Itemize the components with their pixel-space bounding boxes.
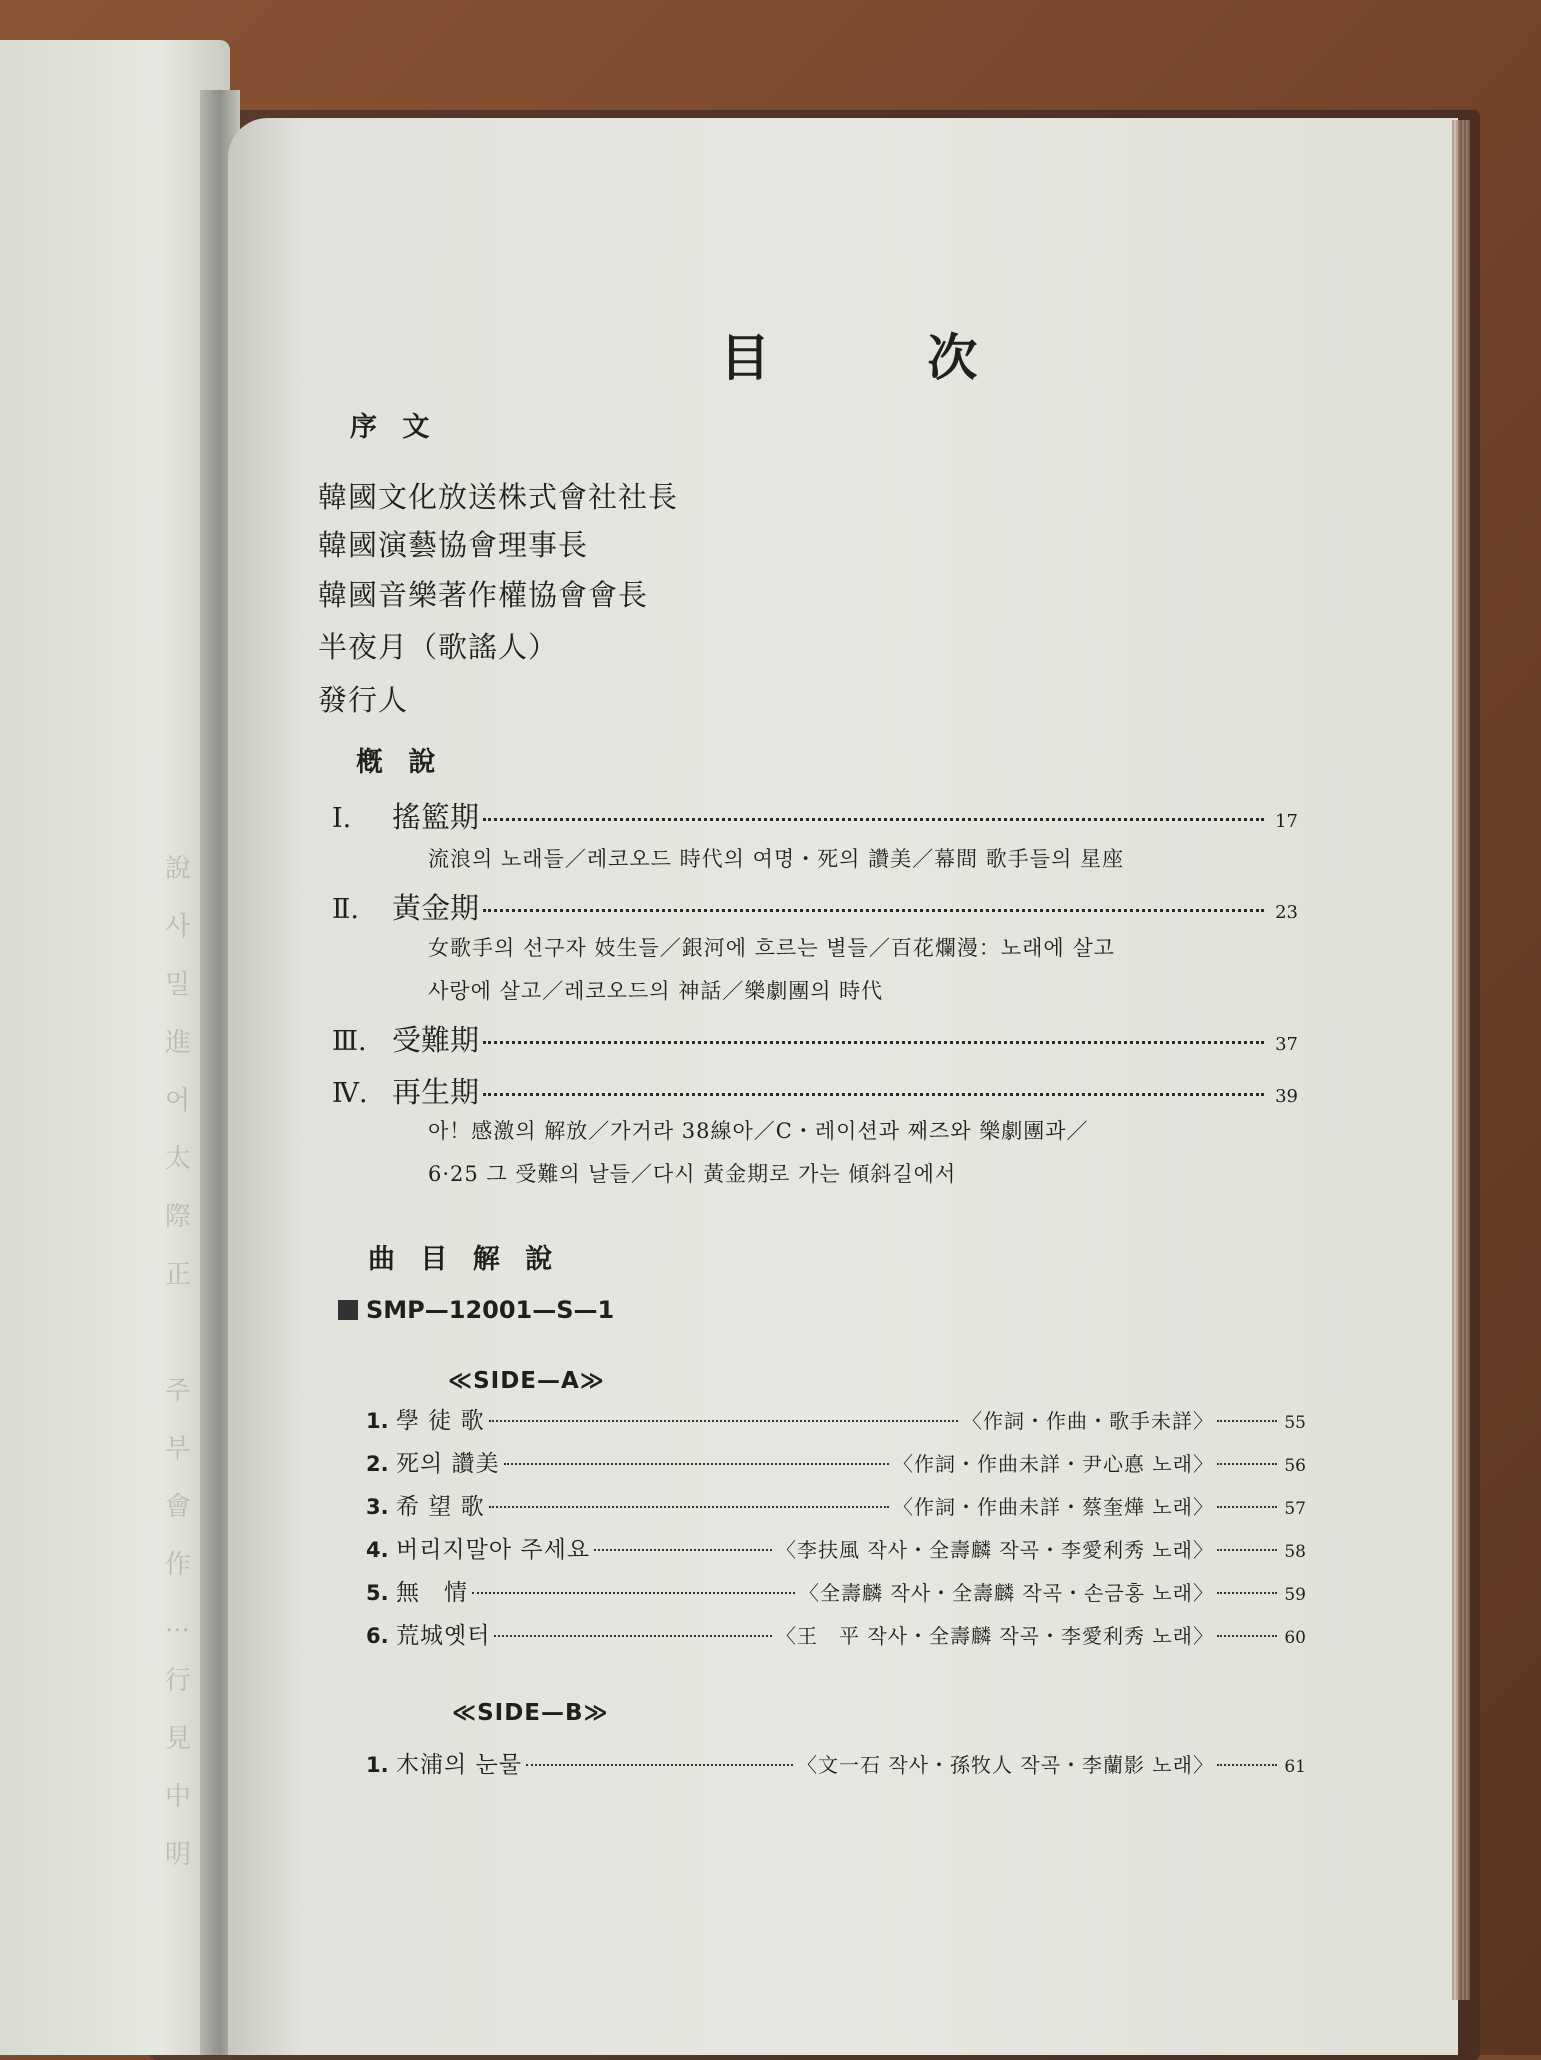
chapter-subtopics: 女歌手의 선구자 妓生들／銀河에 흐르는 별들／百花爛漫：노래에 살고 [428,936,1115,960]
chapter-entry[interactable] [332,886,1298,927]
song-credit: 〈全壽麟 작사・全壽麟 작곡・손금홍 노래〉 [799,1581,1214,1605]
square-bullet-icon [338,1300,358,1320]
preface-line: 韓國文化放送株式會社社長 [318,480,679,514]
song-credit: 〈李扶風 작사・全壽麟 작곡・李愛利秀 노래〉 [776,1538,1214,1562]
song-entry[interactable] [366,1746,1306,1779]
dot-leader [489,1506,889,1508]
song-title: 無 情 [396,1580,468,1606]
page-number: 59 [1284,1585,1306,1605]
preface-heading: 序 文 [350,412,438,443]
dot-leader [1217,1635,1277,1637]
dot-leader [1217,1420,1277,1422]
song-title: 木浦의 눈물 [396,1752,522,1778]
song-number: 4. [366,1538,389,1562]
song-entry[interactable] [366,1531,1306,1564]
page-number: 55 [1284,1413,1306,1433]
chapter-number: Ⅳ. [332,1078,368,1109]
page-number: 57 [1284,1499,1306,1519]
page-number: 23 [1275,902,1298,923]
page-title: 目 次 [720,328,1048,387]
chapter-number: Ⅰ. [332,803,352,834]
dot-leader [483,1041,1264,1044]
chapter-subtopics: 6·25 그 受難의 날들／다시 黃金期로 가는 傾斜길에서 [428,1162,957,1186]
chapter-number: Ⅲ. [332,1026,367,1057]
dot-leader [526,1764,793,1766]
preface-line: 半夜月（歌謠人） [318,630,559,664]
song-credit: 〈文一石 작사・孫牧人 작곡・李蘭影 노래〉 [797,1753,1214,1777]
page-number: 61 [1284,1757,1306,1777]
dot-leader [483,1093,1264,1096]
song-title: 버리지말아 주세요 [396,1537,591,1563]
song-entry[interactable] [366,1617,1306,1650]
chapter-title: 再生期 [392,1075,480,1109]
page-number: 56 [1284,1456,1306,1476]
dot-leader [483,818,1264,821]
song-credit: 〈作詞・作曲・歌手未詳〉 [962,1409,1214,1433]
chapter-subtopics: 사랑에 살고／레코오드의 神話／樂劇團의 時代 [428,979,884,1003]
song-entry[interactable] [366,1402,1306,1435]
page-number: 60 [1284,1628,1306,1648]
song-number: 3. [366,1495,389,1519]
song-number: 5. [366,1581,389,1605]
dot-leader [1217,1549,1277,1551]
overview-heading: 槪 說 [356,747,444,778]
song-credit: 〈作詞・作曲未詳・尹心悳 노래〉 [893,1452,1214,1476]
song-credit: 〈作詞・作曲未詳・蔡奎燁 노래〉 [893,1495,1214,1519]
song-title: 死의 讚美 [396,1451,500,1477]
page-number: 39 [1275,1086,1298,1107]
chapter-entry[interactable] [332,1018,1298,1059]
chapter-title: 受難期 [392,1023,480,1057]
catalog-number [338,1296,614,1324]
left-page-bleed-through: 說 사 밀 進 어 太 際 正 주 부 會 作 ... 行 見 中 明 [165,854,192,1870]
page-number: 37 [1275,1034,1298,1055]
chapter-entry[interactable] [332,795,1298,836]
dot-leader [1217,1592,1277,1594]
catalog-label: SMP—12001—S—1 [366,1296,615,1324]
song-number: 1. [366,1753,389,1777]
side-a-heading: ≪SIDE—A≫ [448,1368,605,1394]
chapter-subtopics: 流浪의 노래들／레코오드 時代의 여명・死의 讚美／幕間 歌手들의 星座 [428,847,1125,871]
song-title: 希 望 歌 [396,1494,485,1520]
dot-leader [489,1420,958,1422]
page-number: 58 [1284,1542,1306,1562]
song-number: 1. [366,1409,389,1433]
song-entry[interactable] [366,1574,1306,1607]
song-title: 學 徒 歌 [396,1408,485,1434]
chapter-title: 黃金期 [392,891,480,925]
chapter-title: 搖籃期 [392,800,480,834]
dot-leader [594,1549,772,1551]
dot-leader [483,909,1264,912]
song-number: 6. [366,1624,389,1648]
preface-line: 發行人 [318,683,409,717]
song-number: 2. [366,1452,389,1476]
preface-line: 韓國音樂著作權協會會長 [318,578,649,612]
dot-leader [1217,1764,1277,1766]
page-number: 17 [1275,811,1298,832]
dot-leader [472,1592,795,1594]
song-entry[interactable] [366,1445,1306,1478]
chapter-entry[interactable] [332,1070,1298,1111]
dot-leader [504,1463,889,1465]
chapter-subtopics: 아！感激의 解放／가거라 38線아／C・레이션과 째즈와 樂劇團과／ [428,1119,1089,1143]
song-credit: 〈王 平 작사・全壽麟 작곡・李愛利秀 노래〉 [776,1624,1214,1648]
dot-leader [1217,1506,1277,1508]
chapter-number: Ⅱ. [332,894,359,925]
song-entry[interactable] [366,1488,1306,1521]
song-title: 荒城옛터 [396,1623,491,1649]
dot-leader [1217,1463,1277,1465]
side-b-heading: ≪SIDE—B≫ [452,1700,609,1726]
preface-line: 韓國演藝協會理事長 [318,528,589,562]
songs-heading: 曲 目 解 說 [368,1244,561,1275]
dot-leader [494,1635,772,1637]
